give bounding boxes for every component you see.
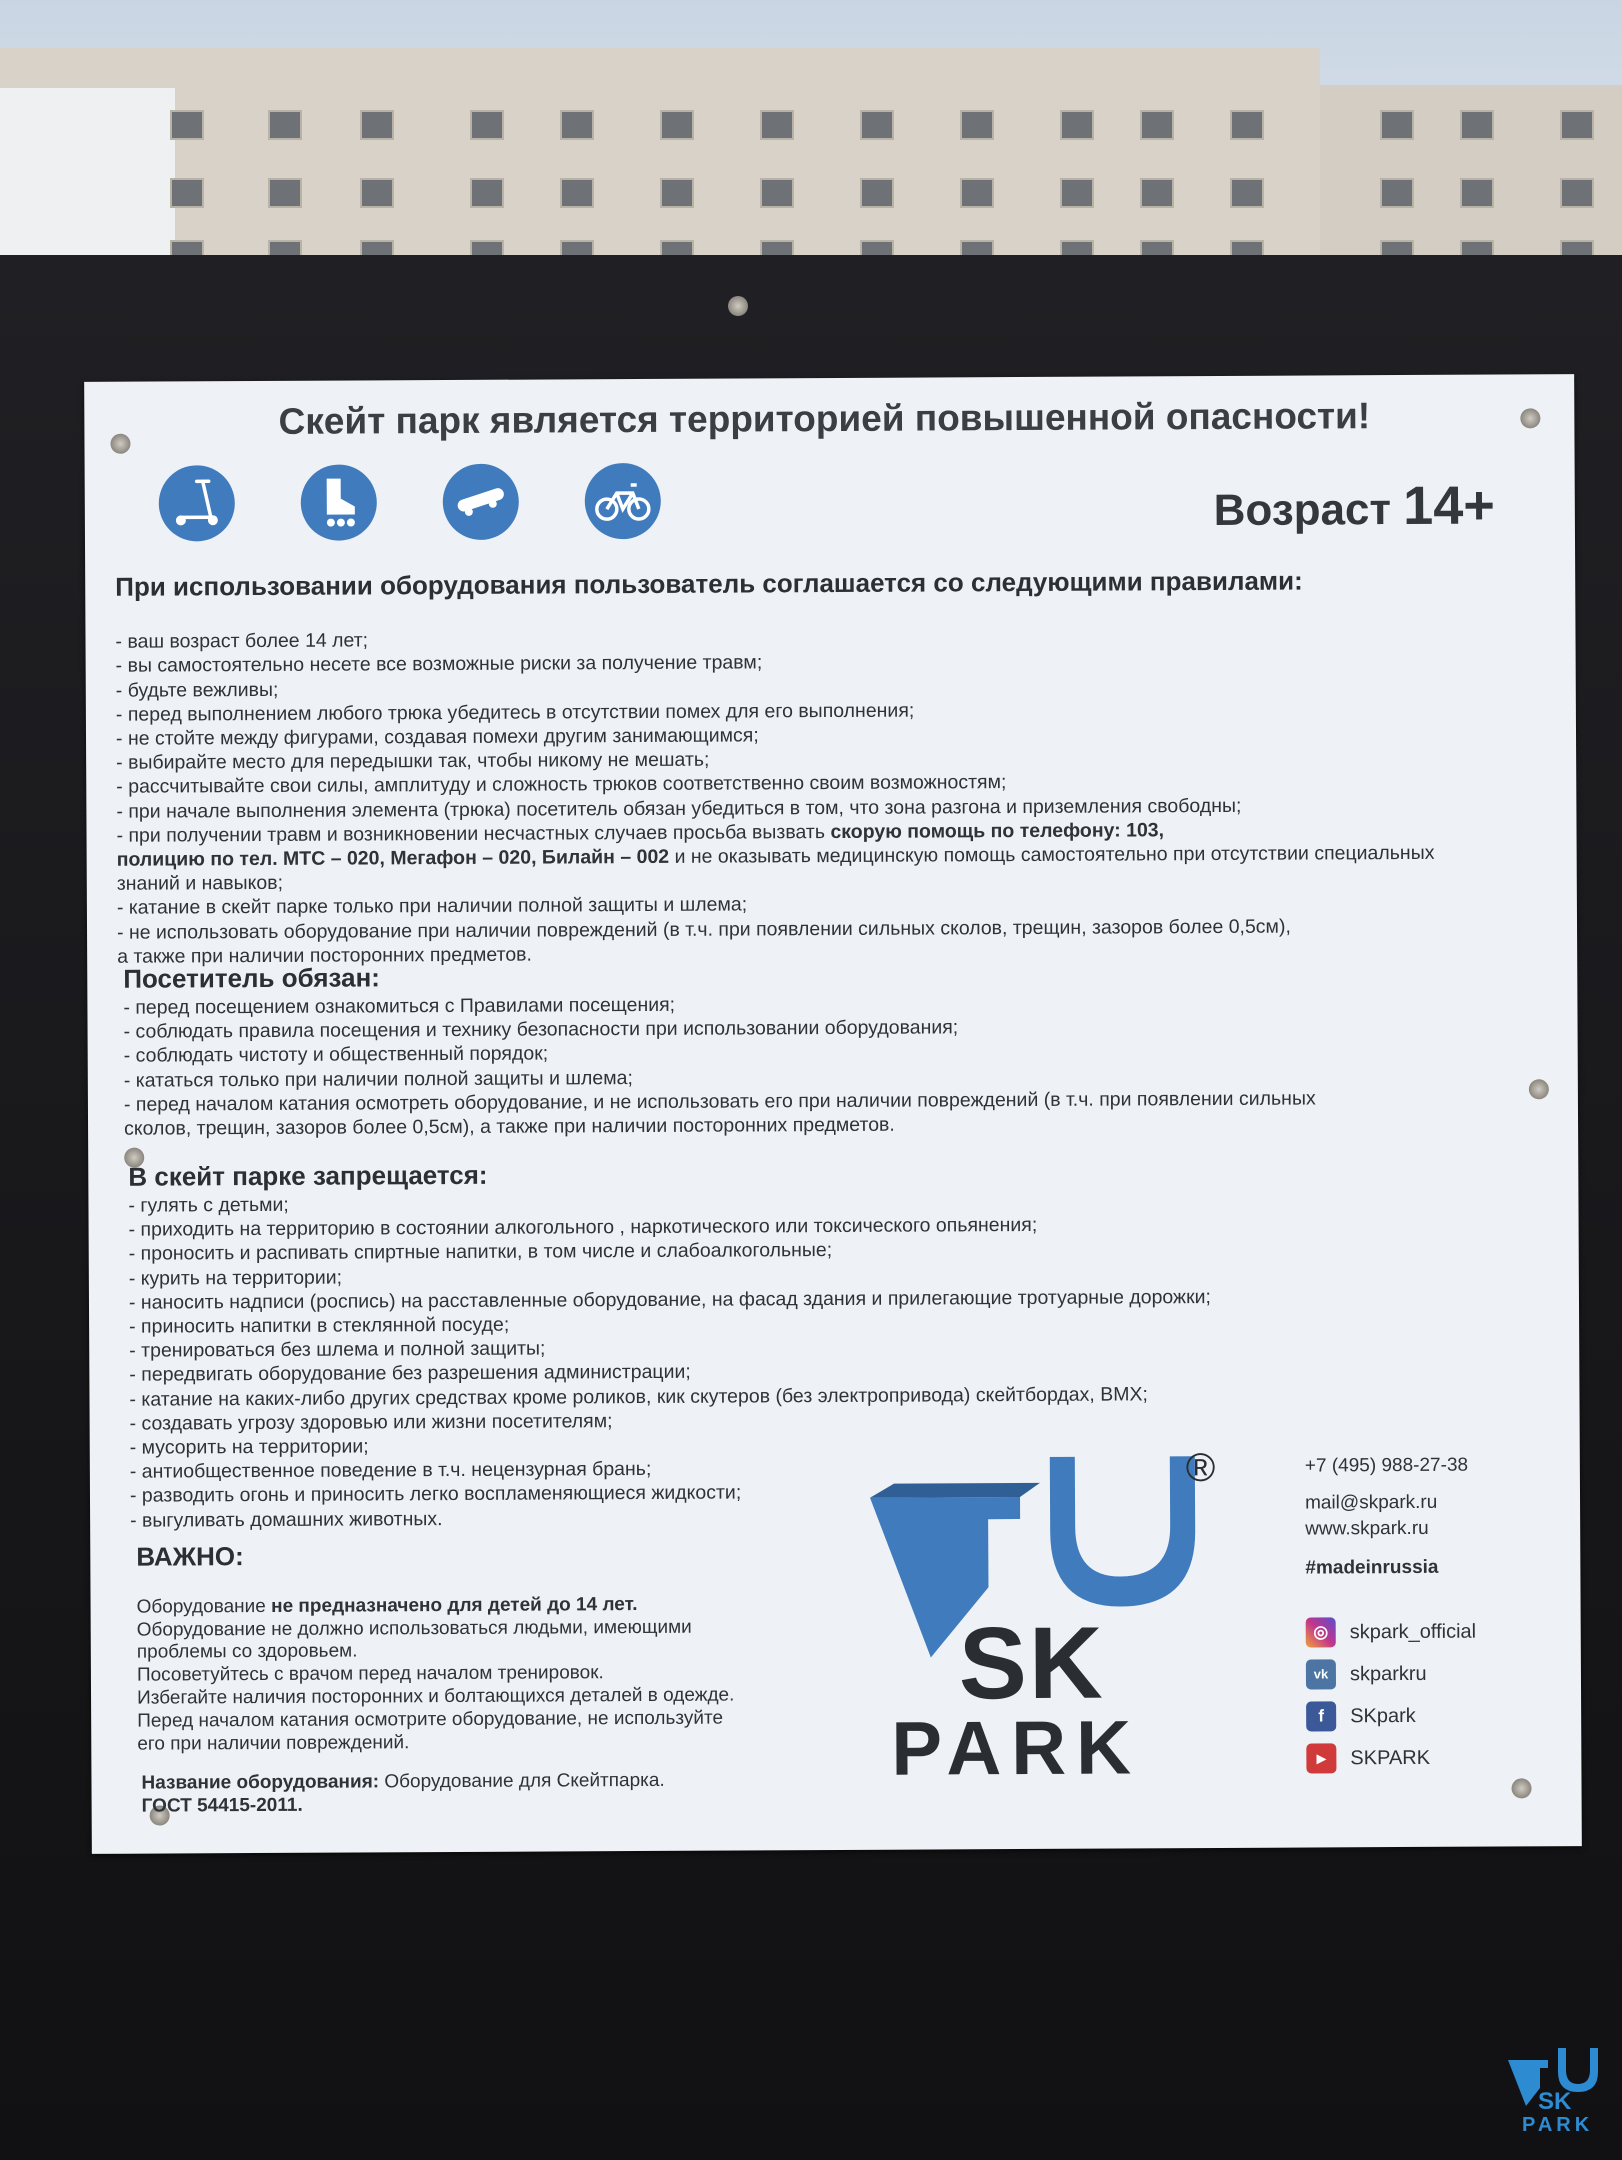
sign-screw xyxy=(110,434,130,454)
rules-sign xyxy=(84,374,1582,1854)
building-window xyxy=(360,110,394,140)
building-window xyxy=(1460,110,1494,140)
watermark-park: PARK xyxy=(1522,2114,1594,2136)
email: mail@skpark.ru xyxy=(1304,1491,1438,1514)
sign-screw xyxy=(1529,1079,1549,1099)
important-text: Оборудование не предназначено для детей до 14 лет. Оборудование не должно использоваться людьми, имеющими проблемы со здоровьем. Посоветуйтесь с врачом перед началом тренировок. Избегайте наличия посторонних и болтающихся деталей в одежде. Перед началом катания осмотрите оборудование, не используйте его при наличии повреждений. xyxy=(136,1593,735,1755)
social-vk: vk skparkru xyxy=(1306,1659,1427,1690)
logo-sk: SK xyxy=(958,1605,1105,1721)
building-window xyxy=(1560,178,1594,208)
building-window xyxy=(560,110,594,140)
building-window xyxy=(960,110,994,140)
phone: +7 (495) 988-27-38 xyxy=(1304,1454,1469,1477)
building-window xyxy=(1230,110,1264,140)
website: www.skpark.ru xyxy=(1305,1517,1429,1540)
building-window xyxy=(760,110,794,140)
building-window xyxy=(470,110,504,140)
rules-heading: При использовании оборудования пользователь соглашается со следующими правилами: xyxy=(115,565,1303,602)
building-left xyxy=(0,48,1320,270)
building-window xyxy=(1140,110,1174,140)
building-white xyxy=(0,88,175,270)
skpark-logo xyxy=(870,1456,1202,1798)
youtube-icon: ▶ xyxy=(1306,1743,1336,1773)
building-window xyxy=(960,178,994,208)
building-window xyxy=(268,110,302,140)
building-window xyxy=(660,178,694,208)
board-screw xyxy=(728,296,748,316)
registered-mark: ® xyxy=(1185,1446,1216,1491)
social-facebook: f SKpark xyxy=(1306,1701,1416,1732)
building-window xyxy=(1380,110,1414,140)
watermark-logo xyxy=(1508,2048,1598,2148)
visitor-heading: Посетитель обязан: xyxy=(123,962,380,994)
rollerblade-icon xyxy=(301,464,377,540)
important-heading: ВАЖНО: xyxy=(136,1541,244,1572)
building-window xyxy=(1560,110,1594,140)
building-window xyxy=(1140,178,1174,208)
building-window xyxy=(268,178,302,208)
social-instagram: ◎ skpark_official xyxy=(1306,1617,1477,1648)
vk-icon: vk xyxy=(1306,1659,1336,1689)
building-window xyxy=(760,178,794,208)
building-window xyxy=(1060,178,1094,208)
building-window xyxy=(1380,178,1414,208)
building-window xyxy=(660,110,694,140)
building-window xyxy=(360,178,394,208)
building-window xyxy=(860,178,894,208)
bmx-bike-icon xyxy=(585,463,661,539)
rules-list: - ваш возраст более 14 лет; - вы самостоятельно несете все возможные риски за получение травм; - будьте вежливы; - перед выполнением любого трюка убедитесь в отсутствии помех для его выполнения; - не стойте между фигурами, создавая помехи другим занимающимся; - выбирайте место для передышки так, чтобы никому не мешать; - рассчитывайте свои силы, амплитуду и сложность трюков соответственно своим возможностям; - при начале выполнения элемента (трюка) посетитель обязан убедиться в том, что зона разгона и приземления свободны; - при получении травм и возникновении несчастных случаев просьба вызвать скорую помощь по телефону: 103, полицию по тел. МТС – 020, Мегафон – 020, Билайн – 002 и не оказывать медицинскую помощь самостоятельно при отсутствии специальных знаний и навыков; - катание в скейт парке только при наличии полной защиты и шлема; - не использовать оборудование при наличии повреждений (в т.ч. при появлении сильных сколов, трещин, зазоров более 0,5см), а также при наличии посторонних предметов. xyxy=(115,629,1435,968)
hashtag: #madeinrussia xyxy=(1305,1556,1439,1579)
instagram-icon: ◎ xyxy=(1306,1617,1336,1647)
age-limit: Возраст 14+ xyxy=(1213,475,1495,537)
building-window xyxy=(1460,178,1494,208)
building-window xyxy=(170,110,204,140)
forbidden-list: - гулять с детьми; - приходить на территорию в состоянии алкогольного , наркотического или токсического опьянения; - проносить и распивать спиртные напитки, в том числе и слабоалкогольные; - курить на территории; - наносить надписи (роспись) на расставленные оборудование, на фасад здания и прилегающие тротуарные дорожки; - приносить напитки в стеклянной посуде; - тренироваться без шлема и полной защиты; - передвигать оборудование без разрешения администрации; - катание на каких-либо других средствах кроме роликов, кик скутеров (без электропривода) скейтбордах, BMX; - создавать угрозу здоровью или жизни посетителям; - мусорить на территории; - антиобщественное поведение в т.ч. нецензурная брань; - разводить огонь и приносить легко воспламеняющиеся жидкости; - выгуливать домашних животных. xyxy=(128,1193,1211,1532)
logo-park: PARK xyxy=(891,1705,1142,1792)
building-window xyxy=(170,178,204,208)
building-window xyxy=(560,178,594,208)
skateboard-icon xyxy=(443,464,519,540)
watermark-sk: SK xyxy=(1538,2088,1572,2115)
building-window xyxy=(860,110,894,140)
equipment-name: Название оборудования: Оборудование для Скейтпарка. ГОСТ 54415-2011. xyxy=(141,1769,665,1817)
building-window xyxy=(1060,110,1094,140)
forbidden-heading: В скейт парке запрещается: xyxy=(128,1159,488,1192)
facebook-icon: f xyxy=(1306,1701,1336,1731)
building-window xyxy=(1230,178,1264,208)
building-window xyxy=(470,178,504,208)
sign-screw xyxy=(1511,1778,1531,1798)
sign-screw xyxy=(1520,408,1540,428)
social-youtube: ▶ SKPARK xyxy=(1306,1743,1430,1774)
sign-title: Скейт парк является территорией повышенной опасности! xyxy=(278,395,1371,442)
visitor-duties-list: - перед посещением ознакомиться с Правилами посещения; - соблюдать правила посещения и технику безопасности при использовании оборудования; - соблюдать чистоту и общественный порядок; - кататься только при наличии полной защиты и шлема; - перед началом катания осмотреть оборудование, и не использовать его при наличии повреждений (в т.ч. при появлении сильных сколов, трещин, зазоров более 0,5см), а также при наличии посторонних предметов. xyxy=(123,993,1316,1140)
age-value: 14+ xyxy=(1403,475,1495,537)
scooter-icon xyxy=(159,465,235,541)
